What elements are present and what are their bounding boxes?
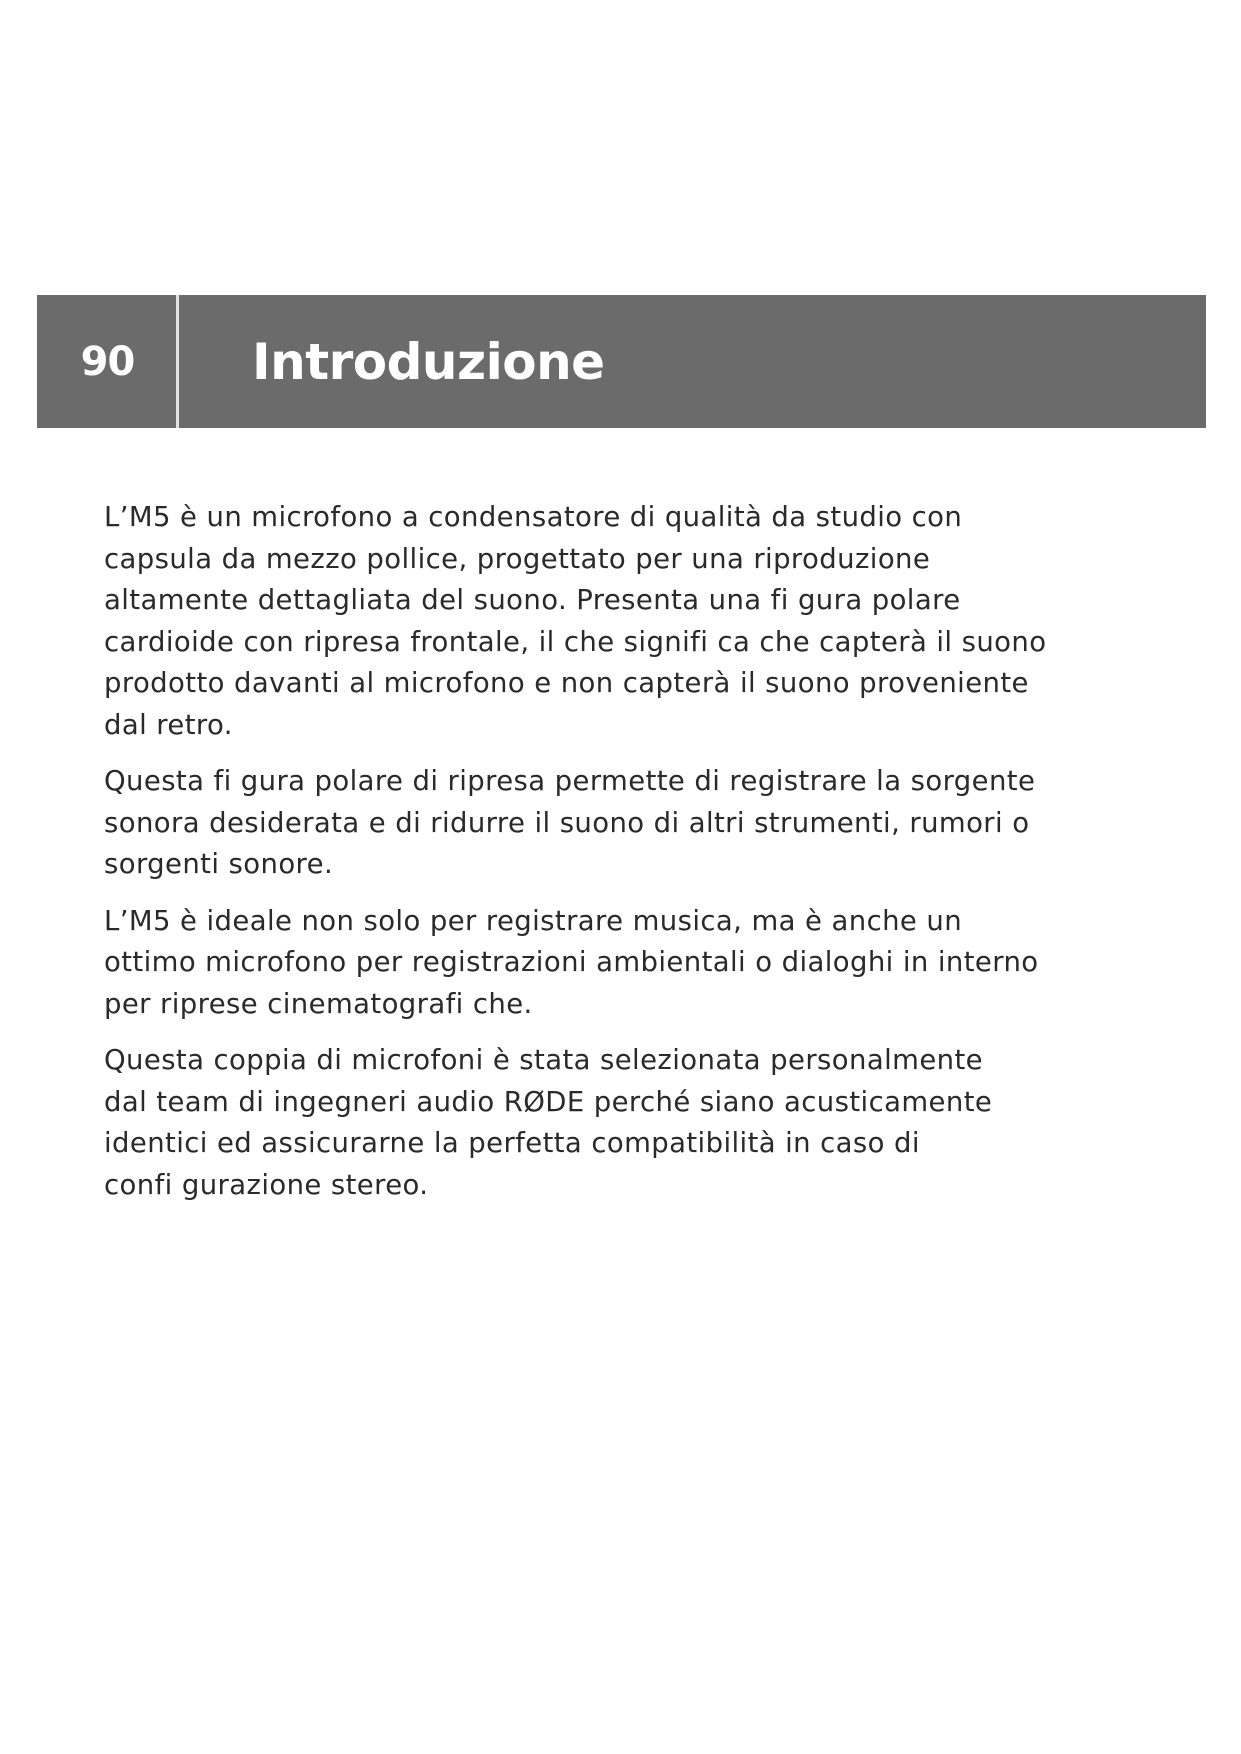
page-title: Introduzione [252,332,605,391]
text-line: ottimo microfono per registrazioni ambientali o dialoghi in interno [104,946,1039,978]
body-text [104,497,1124,1221]
text-line: altamente dettagliata del suono. Presenta una fi gura polare [104,584,961,616]
text-line: L’M5 è ideale non solo per registrare musica, ma è anche un [104,904,963,937]
text-line: sonora desiderata e di ridurre il suono di altri strumenti, rumori o [104,806,1030,839]
page-number: 90 [80,338,135,385]
text-line: prodotto davanti al microfono e non capterà il suono proveniente [104,667,1029,699]
paragraph-3 [104,901,1124,1026]
text-line: confi gurazione stereo. [104,1168,429,1201]
text-line: Questa fi gura polare di ripresa permette di registrare la sorgente [104,765,1036,797]
text-line: capsula da mezzo pollice, progettato per una riproduzione [104,542,931,575]
text-line: cardioide con ripresa frontale, il che signifi ca che capterà il suono [104,625,1047,658]
text-line: dal retro. [104,708,233,741]
paragraph-4 [104,1040,1124,1206]
paragraph-2 [104,761,1124,886]
text-line: identici ed assicurarne la perfetta compatibilità in caso di [104,1127,920,1159]
text-line: dal team di ingegneri audio RØDE perché siano acusticamente [104,1085,993,1118]
text-line: per riprese cinematografi che. [104,987,533,1020]
header-divider [176,295,179,428]
text-line: Questa coppia di microfoni è stata selezionata personalmente [104,1044,983,1076]
section-header-band [37,295,1206,428]
paragraph-1 [104,497,1124,746]
text-line: sorgenti sonore. [104,848,334,880]
text-line: L’M5 è un microfono a condensatore di qualità da studio con [104,501,963,533]
